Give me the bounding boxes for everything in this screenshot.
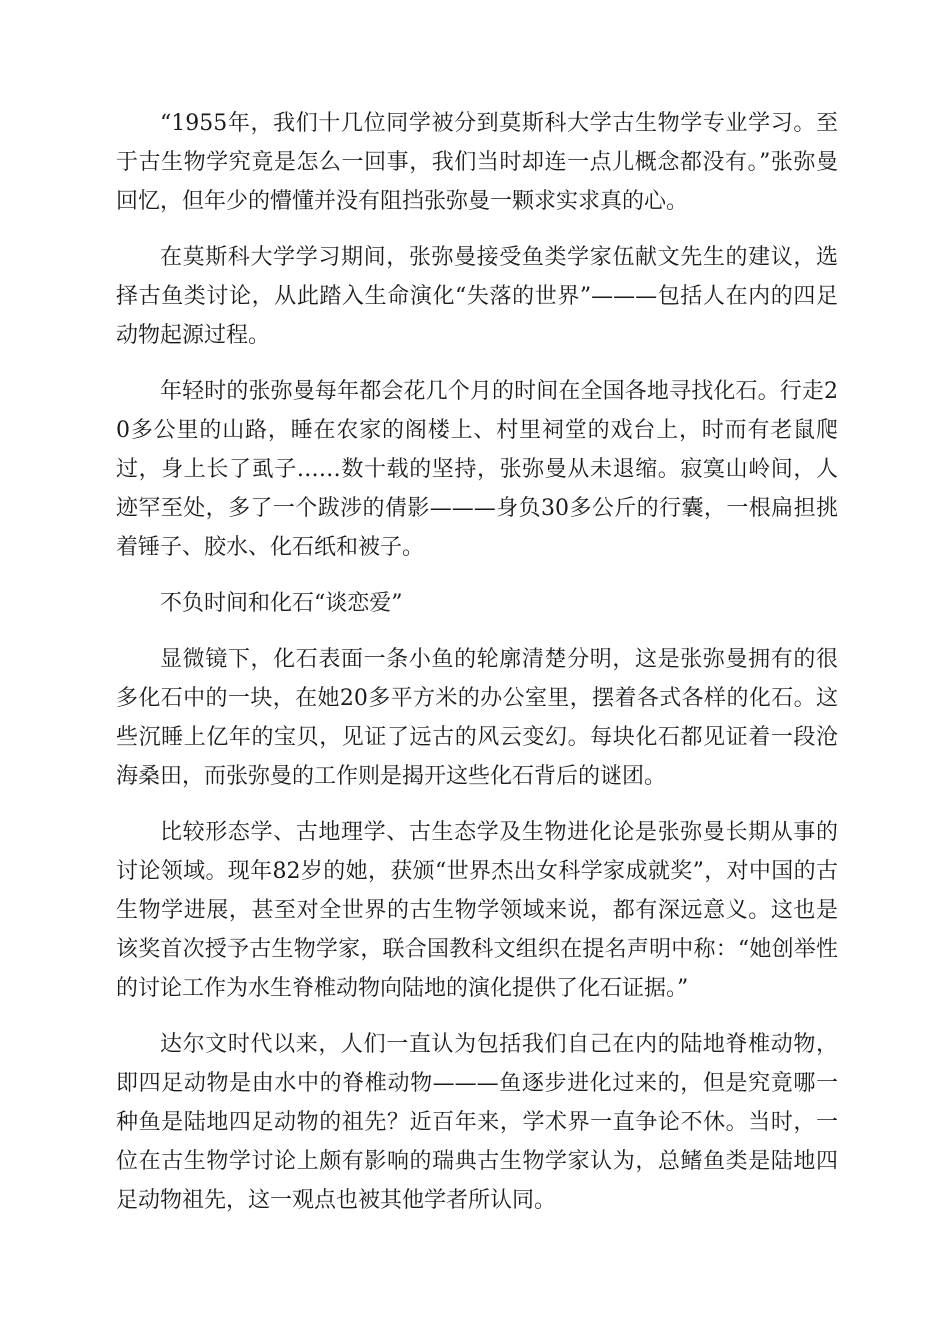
paragraph-intro-quote: “1955年，我们十几位同学被分到莫斯科大学古生物学专业学习。至于古生物学究竟是怎么一回事，我们当时却连一点儿概念都没有。”张弥曼回忆，但年少的懵懂并没有阻挡张弥曼一颗求实求真的心。	[116, 111, 838, 214]
paragraph-microscope: 显微镜下，化石表面一条小鱼的轮廓清楚分明，这是张弥曼拥有的很多化石中的一块，在她20多平方米的办公室里，摆着各式各样的化石。这些沉睡上亿年的宝贝，见证了远古的风云变幻。每块化石都见证着一段沧海桑田，而张弥曼的工作则是揭开这些化石背后的谜团。	[116, 647, 838, 789]
paragraph-moscow-study: 在莫斯科大学学习期间，张弥曼接受鱼类学家伍献文先生的建议，选择古鱼类讨论，从此踏入生命演化“失落的世界”———包括人在内的四足动物起源过程。	[116, 245, 838, 348]
document-page	[116, 104, 838, 1237]
paragraph-research-fields: 比较形态学、古地理学、古生态学及生物进化论是张弥曼长期从事的讨论领域。现年82岁的她，获颁“世界杰出女科学家成就奖”，对中国的古生物学进展，甚至对全世界的古生物学领域来说，都有深远意义。这也是该奖首次授予古生物学家，联合国教科文组织在提名声明中称：“她创举性的讨论工作为水生脊椎动物向陆地的演化提供了化石证据。”	[116, 820, 838, 1001]
paragraph-fossil-search: 年轻时的张弥曼每年都会花几个月的时间在全国各地寻找化石。行走20多公里的山路，睡在农家的阁楼上、村里祠堂的戏台上，时而有老鼠爬过，身上长了虱子……数十载的坚持，张弥曼从未退缩。寂寞山岭间，人迹罕至处，多了一个跋涉的倩影———身负30多公斤的行囊，一根扁担挑着锤子、胶水、化石纸和被子。	[116, 379, 838, 560]
section-heading: 不负时间和化石“谈恋爱”	[160, 591, 403, 616]
paragraph-darwin-era: 达尔文时代以来，人们一直认为包括我们自己在内的陆地脊椎动物，即四足动物是由水中的脊椎动物———鱼逐步进化过来的，但是究竟哪一种鱼是陆地四足动物的祖先？近百年来，学术界一直争论不休。当时，一位在古生物学讨论上颇有影响的瑞典古生物学家认为，总鳍鱼类是陆地四足动物祖先，这一观点也被其他学者所认同。	[116, 1032, 838, 1213]
